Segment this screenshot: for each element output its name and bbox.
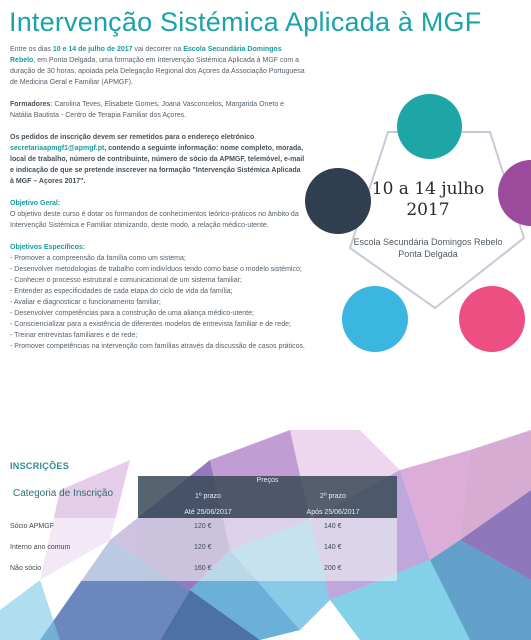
row-price-1: 120 € <box>194 523 212 530</box>
page-title: Intervenção Sistémica Aplicada à MGF <box>9 7 482 37</box>
objetivo-geral-heading: Objetivo Geral: <box>10 200 61 207</box>
objetivo-item: - Promover competências na intervenção com famílias através da discussão de casos práticos. <box>10 343 305 350</box>
row-price-2: 140 € <box>324 544 342 551</box>
circle-light-blue <box>342 286 408 352</box>
objetivo-item: - Consciencializar para a existência de diferentes modelos de entrevista familiar e de rede; <box>10 321 291 328</box>
formadores-text: : Carolina Teves, Elisabete Gomes, Joana Vasconcelos, Margarida Oneto e Natália Bautista - Centro de Terapia Familiar dos Açores. <box>10 101 285 119</box>
prices-header: Preços <box>256 477 279 484</box>
col2-header-line1: 2º prazo <box>320 493 346 500</box>
email-link[interactable]: secretariaapmgf1@apmgf.pt <box>10 145 105 152</box>
row-price-1: 160 € <box>194 565 212 572</box>
objetivos-especificos-heading: Objetivos Específicos: <box>10 244 86 251</box>
objetivo-item: - Entender as especificidades de cada etapa do ciclo de vida da família; <box>10 288 233 295</box>
objetivo-item: - Treinar entrevistas familiares e de rede; <box>10 332 138 339</box>
col1-header-line2: Até 25/06/2017 <box>184 509 232 516</box>
inscricao-info-paragraph <box>10 132 305 187</box>
objetivo-geral-text: O objetivo deste curso é dotar os formandos de conhecimentos teórico-práticos no âmbito da Intervenção Sistémica e Familiar otimizando, deste modo, a relação médico-utente. <box>10 211 299 229</box>
formadores-paragraph <box>10 99 305 121</box>
objetivo-item: - Promover a compreensão da família como um sistema; <box>10 255 186 262</box>
inscricao-info-line1: Os pedidos de inscrição devem ser remetidos para o endereço eletrónico <box>10 134 255 141</box>
event-date <box>338 179 518 221</box>
event-location <box>338 236 518 260</box>
row-price-2: 140 € <box>324 523 342 530</box>
table-row <box>0 518 397 539</box>
row-price-1: 120 € <box>194 544 212 551</box>
row-price-2: 200 € <box>324 565 342 572</box>
intro-text-3: , em Ponta Delgada, uma formação em Intervenção Sistémica Aplicada à MGF com a duração de 30 horas, apoiada pela Delegação Regional dos Açores da Associação Portuguesa de Medicina Geral e Familiar (APMGF). <box>10 57 305 86</box>
row-category: Não sócio <box>10 565 42 572</box>
col1-header-line1: 1º prazo <box>195 493 221 500</box>
event-date-line1: 10 a 14 julho <box>371 179 485 199</box>
objetivo-item: - Avaliar e diagnosticar o funcionamento familiar; <box>10 299 161 306</box>
circle-pink <box>459 286 525 352</box>
intro-text-2: vai decorrer na <box>134 46 182 53</box>
category-header: Categoria de Inscrição <box>13 488 114 499</box>
event-date-line2: 2017 <box>406 200 450 220</box>
objetivo-item: - Desenvolver metodologias de trabalho com indivíduos tendo como base o modelo sistémico; <box>10 266 302 273</box>
text-column <box>10 44 305 352</box>
event-location-line1: Escola Secundária Domingos Rebelo <box>353 237 503 247</box>
inscricoes-heading: INSCRIÇÕES <box>10 461 70 471</box>
formadores-label: Formadores <box>10 101 51 108</box>
intro-school: Escola Secundária Domingos Rebelo <box>10 46 282 64</box>
event-location-line2: Ponta Delgada <box>398 249 458 259</box>
objetivo-item: - Desenvolver competências para a construção de uma aliança médico-utente; <box>10 310 254 317</box>
col2-header-line2: Após 25/06/2017 <box>306 509 360 516</box>
col2-header <box>278 491 388 518</box>
event-diagram <box>298 90 531 360</box>
table-row <box>0 539 397 560</box>
objetivo-item: - Conhecer o processo estrutural e comunicacional de um sistema familiar; <box>10 277 242 284</box>
col1-header <box>153 491 263 518</box>
circle-teal <box>397 94 462 159</box>
intro-text-1: Entre os dias <box>10 46 51 53</box>
row-category: Interno ano comum <box>10 544 71 551</box>
inscricao-info-line2: , contendo a seguinte informação: nome completo, morada, local de trabalho, número de contribuinte, número de sócio da APMGF, telemóvel, e-mail e indicação de que se pretende inscrever na formação "Intervenção Sistémica Aplicada à MGF – Açores 2017". <box>10 145 305 185</box>
intro-dates: 10 e 14 de julho de 2017 <box>52 46 133 53</box>
table-row <box>0 560 397 581</box>
row-category: Sócio APMGF <box>10 523 54 530</box>
intro-paragraph <box>10 44 305 88</box>
